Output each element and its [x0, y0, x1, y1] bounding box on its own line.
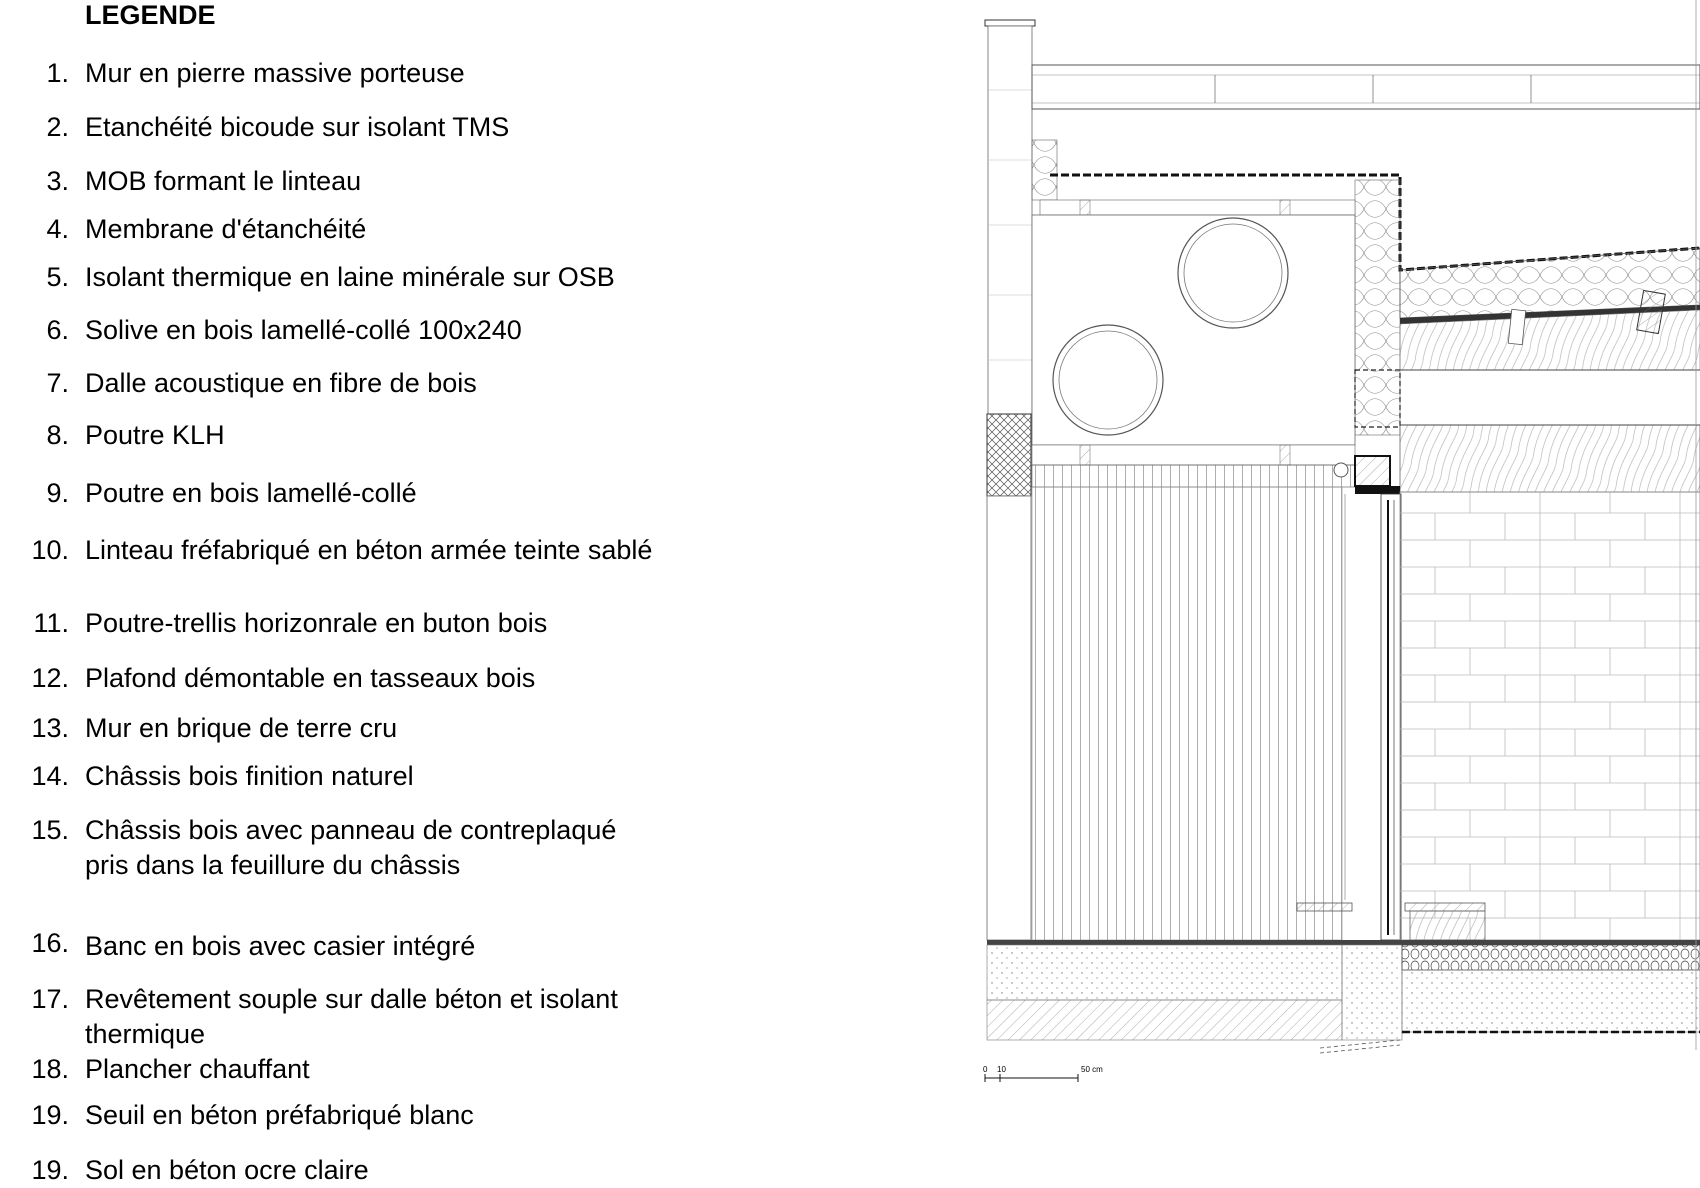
legend-number: 4. — [46, 214, 69, 244]
legend-number: 1. — [46, 58, 69, 88]
scale-label-50: 50 cm — [1081, 1065, 1103, 1074]
legend-number: 3. — [46, 166, 69, 196]
legend-number: 2. — [46, 112, 69, 142]
legend-number: 11. — [33, 608, 69, 638]
legend-text: Seuil en béton préfabriqué blanc — [85, 1100, 474, 1130]
scale-label-0: 0 — [983, 1065, 988, 1074]
legend-text: Linteau fréfabriqué en béton armée teinte sablé — [85, 535, 653, 565]
legend-text: MOB formant le linteau — [85, 166, 362, 196]
legend-text: Dalle acoustique en fibre de bois — [85, 368, 477, 398]
legend-text: Poutre en bois lamellé-collé — [85, 478, 417, 508]
legend-number: 9. — [46, 478, 69, 508]
legend-text: Sol en béton ocre claire — [85, 1155, 369, 1185]
legend-number: 13. — [31, 713, 69, 743]
legend-text: Mur en pierre massive porteuse — [85, 58, 465, 88]
scale-label-10: 10 — [997, 1065, 1006, 1074]
legend-text: Banc en bois avec casier intégré — [85, 931, 476, 961]
legend-number: 6. — [46, 315, 69, 345]
legend-number: 5. — [46, 262, 69, 292]
legend-number: 19. — [31, 1100, 69, 1130]
legend-text: Solive en bois lamellé-collé 100x240 — [85, 315, 522, 345]
legend-number: 12. — [31, 663, 69, 693]
legend-text: Plafond démontable en tasseaux bois — [85, 663, 536, 693]
legend-title: LEGENDE — [85, 0, 216, 30]
legend-number: 16. — [31, 928, 69, 958]
legend-text: Châssis bois avec panneau de contreplaqué pris dans la feuillure du châssis — [85, 815, 617, 880]
legend-text: Membrane d'étanchéité — [85, 214, 367, 244]
legend-text: Isolant thermique en laine minérale sur OSB — [85, 262, 615, 292]
legend-text: Revêtement souple sur dalle béton et isolant thermique — [85, 984, 618, 1049]
legend-number: 15. — [31, 815, 69, 845]
legend-text: Poutre-trellis horizonrale en buton bois — [85, 608, 548, 638]
legend-text: Plancher chauffant — [85, 1054, 310, 1084]
legend-text: Poutre KLH — [85, 420, 225, 450]
legend-number: 18. — [31, 1054, 69, 1084]
legend-number: 7. — [46, 368, 69, 398]
legend-number: 8. — [46, 420, 69, 450]
scale-bar — [983, 1065, 1103, 1082]
legend-text: Châssis bois finition naturel — [85, 761, 414, 791]
section-drawing — [970, 0, 1700, 1187]
legend-text: Etanchéité bicoude sur isolant TMS — [85, 112, 510, 142]
legend-text: Mur en brique de terre cru — [85, 713, 398, 743]
legend-number: 17. — [31, 984, 69, 1014]
legend-number: 10. — [31, 535, 69, 565]
legend-number: 19. — [31, 1155, 69, 1185]
legend-number: 14. — [31, 761, 69, 791]
